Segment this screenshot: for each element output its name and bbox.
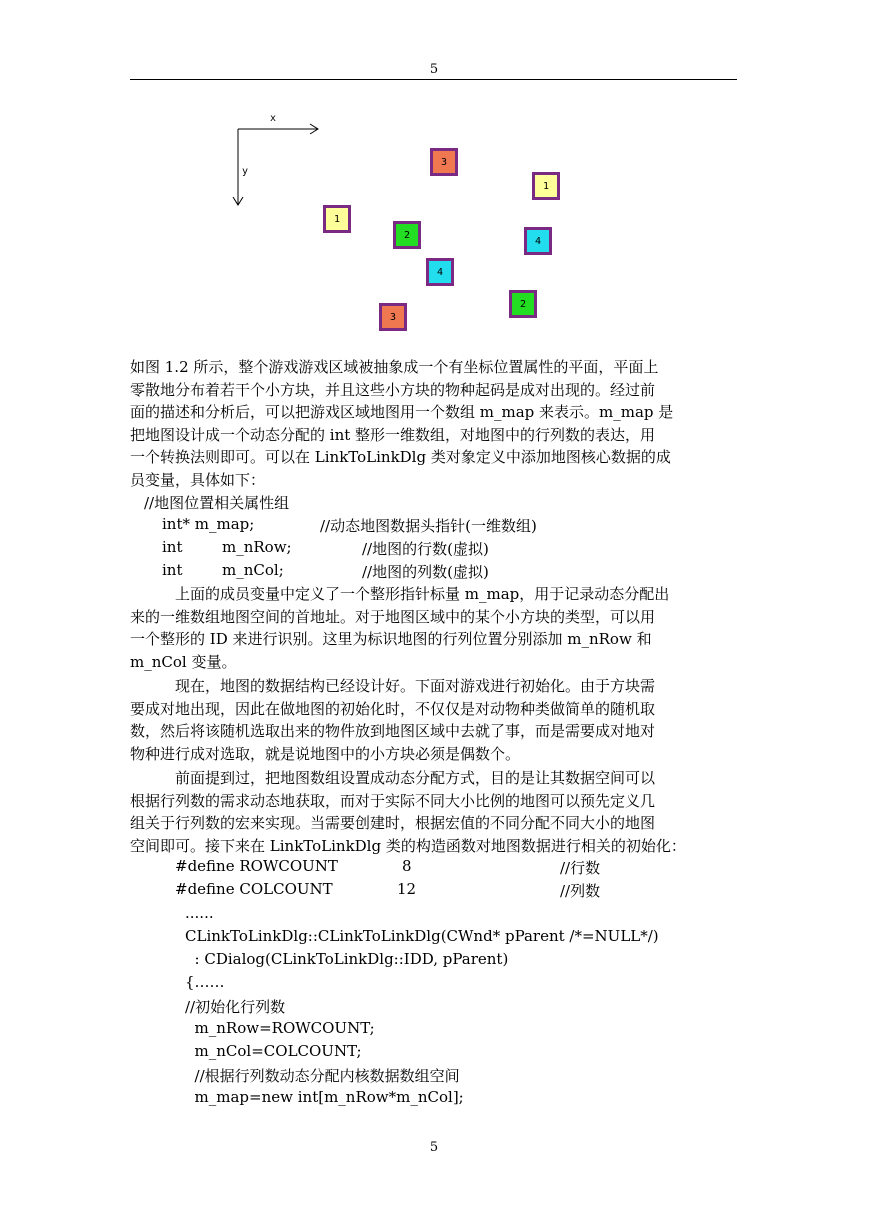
code-member-type: int (162, 538, 183, 556)
map-tile: 3 (379, 303, 407, 331)
code-member-name: m_nRow; (222, 538, 292, 556)
paragraph-1 (130, 356, 737, 491)
code-line: : CDialog(CLinkToLinkDlg::IDD, pParent) (185, 950, 509, 968)
map-tile: 1 (323, 205, 351, 233)
code-line: {…… (185, 973, 225, 991)
define-value: 8 (402, 857, 412, 875)
map-tile: 2 (509, 290, 537, 318)
code-member-type: int* m_map; (162, 515, 255, 533)
text-line: 空间即可。接下来在 LinkToLinkDlg 类的构造函数对地图数据进行相关的初始化： (130, 836, 686, 855)
code-line: m_map=new int[m_nRow*m_nCol]; (185, 1088, 464, 1106)
code-member-name: m_nCol; (222, 561, 284, 579)
code-member-comment: //地图的列数(虚拟) (362, 563, 489, 581)
map-tile: 4 (426, 258, 454, 286)
text-line: 上面的成员变量中定义了一个整形指针标量 m_map，用于记录动态分配出 (175, 585, 670, 603)
code-line: CLinkToLinkDlg::CLinkToLinkDlg(CWnd* pParent /*=NULL*/) (185, 927, 659, 945)
define-comment: //行数 (560, 859, 601, 877)
footer-page-number: 5 (429, 1140, 439, 1155)
header-page-number: 5 (429, 62, 439, 77)
code-line: //根据行列数动态分配内核数据数组空间 (185, 1067, 460, 1085)
map-tile: 1 (532, 172, 560, 200)
code-member-comment: //动态地图数据头指针(一维数组) (320, 517, 537, 535)
code-line: m_nRow=ROWCOUNT; (185, 1019, 375, 1037)
paragraph-4 (130, 767, 737, 857)
paragraph-3 (130, 675, 737, 765)
x-axis-label: x (270, 113, 277, 124)
map-tile: 3 (430, 148, 458, 176)
code-member-type: int (162, 561, 183, 579)
text-line: 前面提到过，把地图数组设置成动态分配方式，目的是让其数据空间可以 (175, 769, 656, 787)
paragraph-2 (130, 583, 737, 673)
text-line: 员变量，具体如下： (130, 470, 266, 489)
text-line: 零散地分布着若干个小方块，并且这些小方块的物种起码是成对出现的。经过前 (130, 380, 656, 399)
text-line: 数，然后将该随机选取出来的物件放到地图区域中去就了事，而是需要成对地对 (130, 722, 656, 740)
define-value: 12 (397, 880, 417, 898)
map-tile: 2 (393, 221, 421, 249)
y-axis-label: y (242, 166, 249, 177)
define-name: #define ROWCOUNT (175, 857, 338, 875)
text-line: m_nCol 变量。 (130, 652, 237, 671)
text-line: 一个转换法则即可。可以在 LinkToLinkDlg 类对象定义中添加地图核心数据的成 (130, 448, 671, 466)
header-rule (130, 79, 737, 80)
text-line: 要成对地出现，因此在做地图的初始化时，不仅仅是对动物种类做简单的随机取 (130, 699, 656, 718)
text-line: 组关于行列数的宏来实现。当需要创建时，根据宏值的不同分配不同大小的地图 (130, 814, 656, 832)
code-line: ...... (185, 904, 214, 922)
text-line: 根据行列数的需求动态地获取，而对于实际不同大小比例的地图可以预先定义几 (130, 791, 656, 810)
game-map-figure (200, 105, 600, 345)
code-comment: //地图位置相关属性组 (144, 494, 290, 512)
text-line: 来的一维数组地图空间的首地址。对于地图区域中的某个小方块的类型，可以用 (130, 607, 656, 626)
define-comment: //列数 (560, 882, 601, 900)
text-line: 现在，地图的数据结构已经设计好。下面对游戏进行初始化。由于方块需 (175, 677, 656, 695)
text-line: 如图 1.2 所示，整个游戏游戏区域被抽象成一个有坐标位置属性的平面，平面上 (130, 358, 659, 376)
define-name: #define COLCOUNT (175, 880, 333, 898)
map-tile: 4 (524, 227, 552, 255)
text-line: 面的描述和分析后，可以把游戏区域地图用一个数组 m_map 来表示。m_map 是 (130, 403, 674, 421)
text-line: 把地图设计成一个动态分配的 int 整形一维数组，对地图中的行列数的表达，用 (130, 425, 656, 444)
code-member-comment: //地图的行数(虚拟) (362, 540, 489, 558)
text-line: 一个整形的 ID 来进行识别。这里为标识地图的行列位置分别添加 m_nRow 和 (130, 630, 652, 648)
code-line: m_nCol=COLCOUNT; (185, 1042, 362, 1060)
text-line: 物种进行成对选取，就是说地图中的小方块必须是偶数个。 (130, 744, 521, 763)
code-line: //初始化行列数 (185, 998, 286, 1016)
